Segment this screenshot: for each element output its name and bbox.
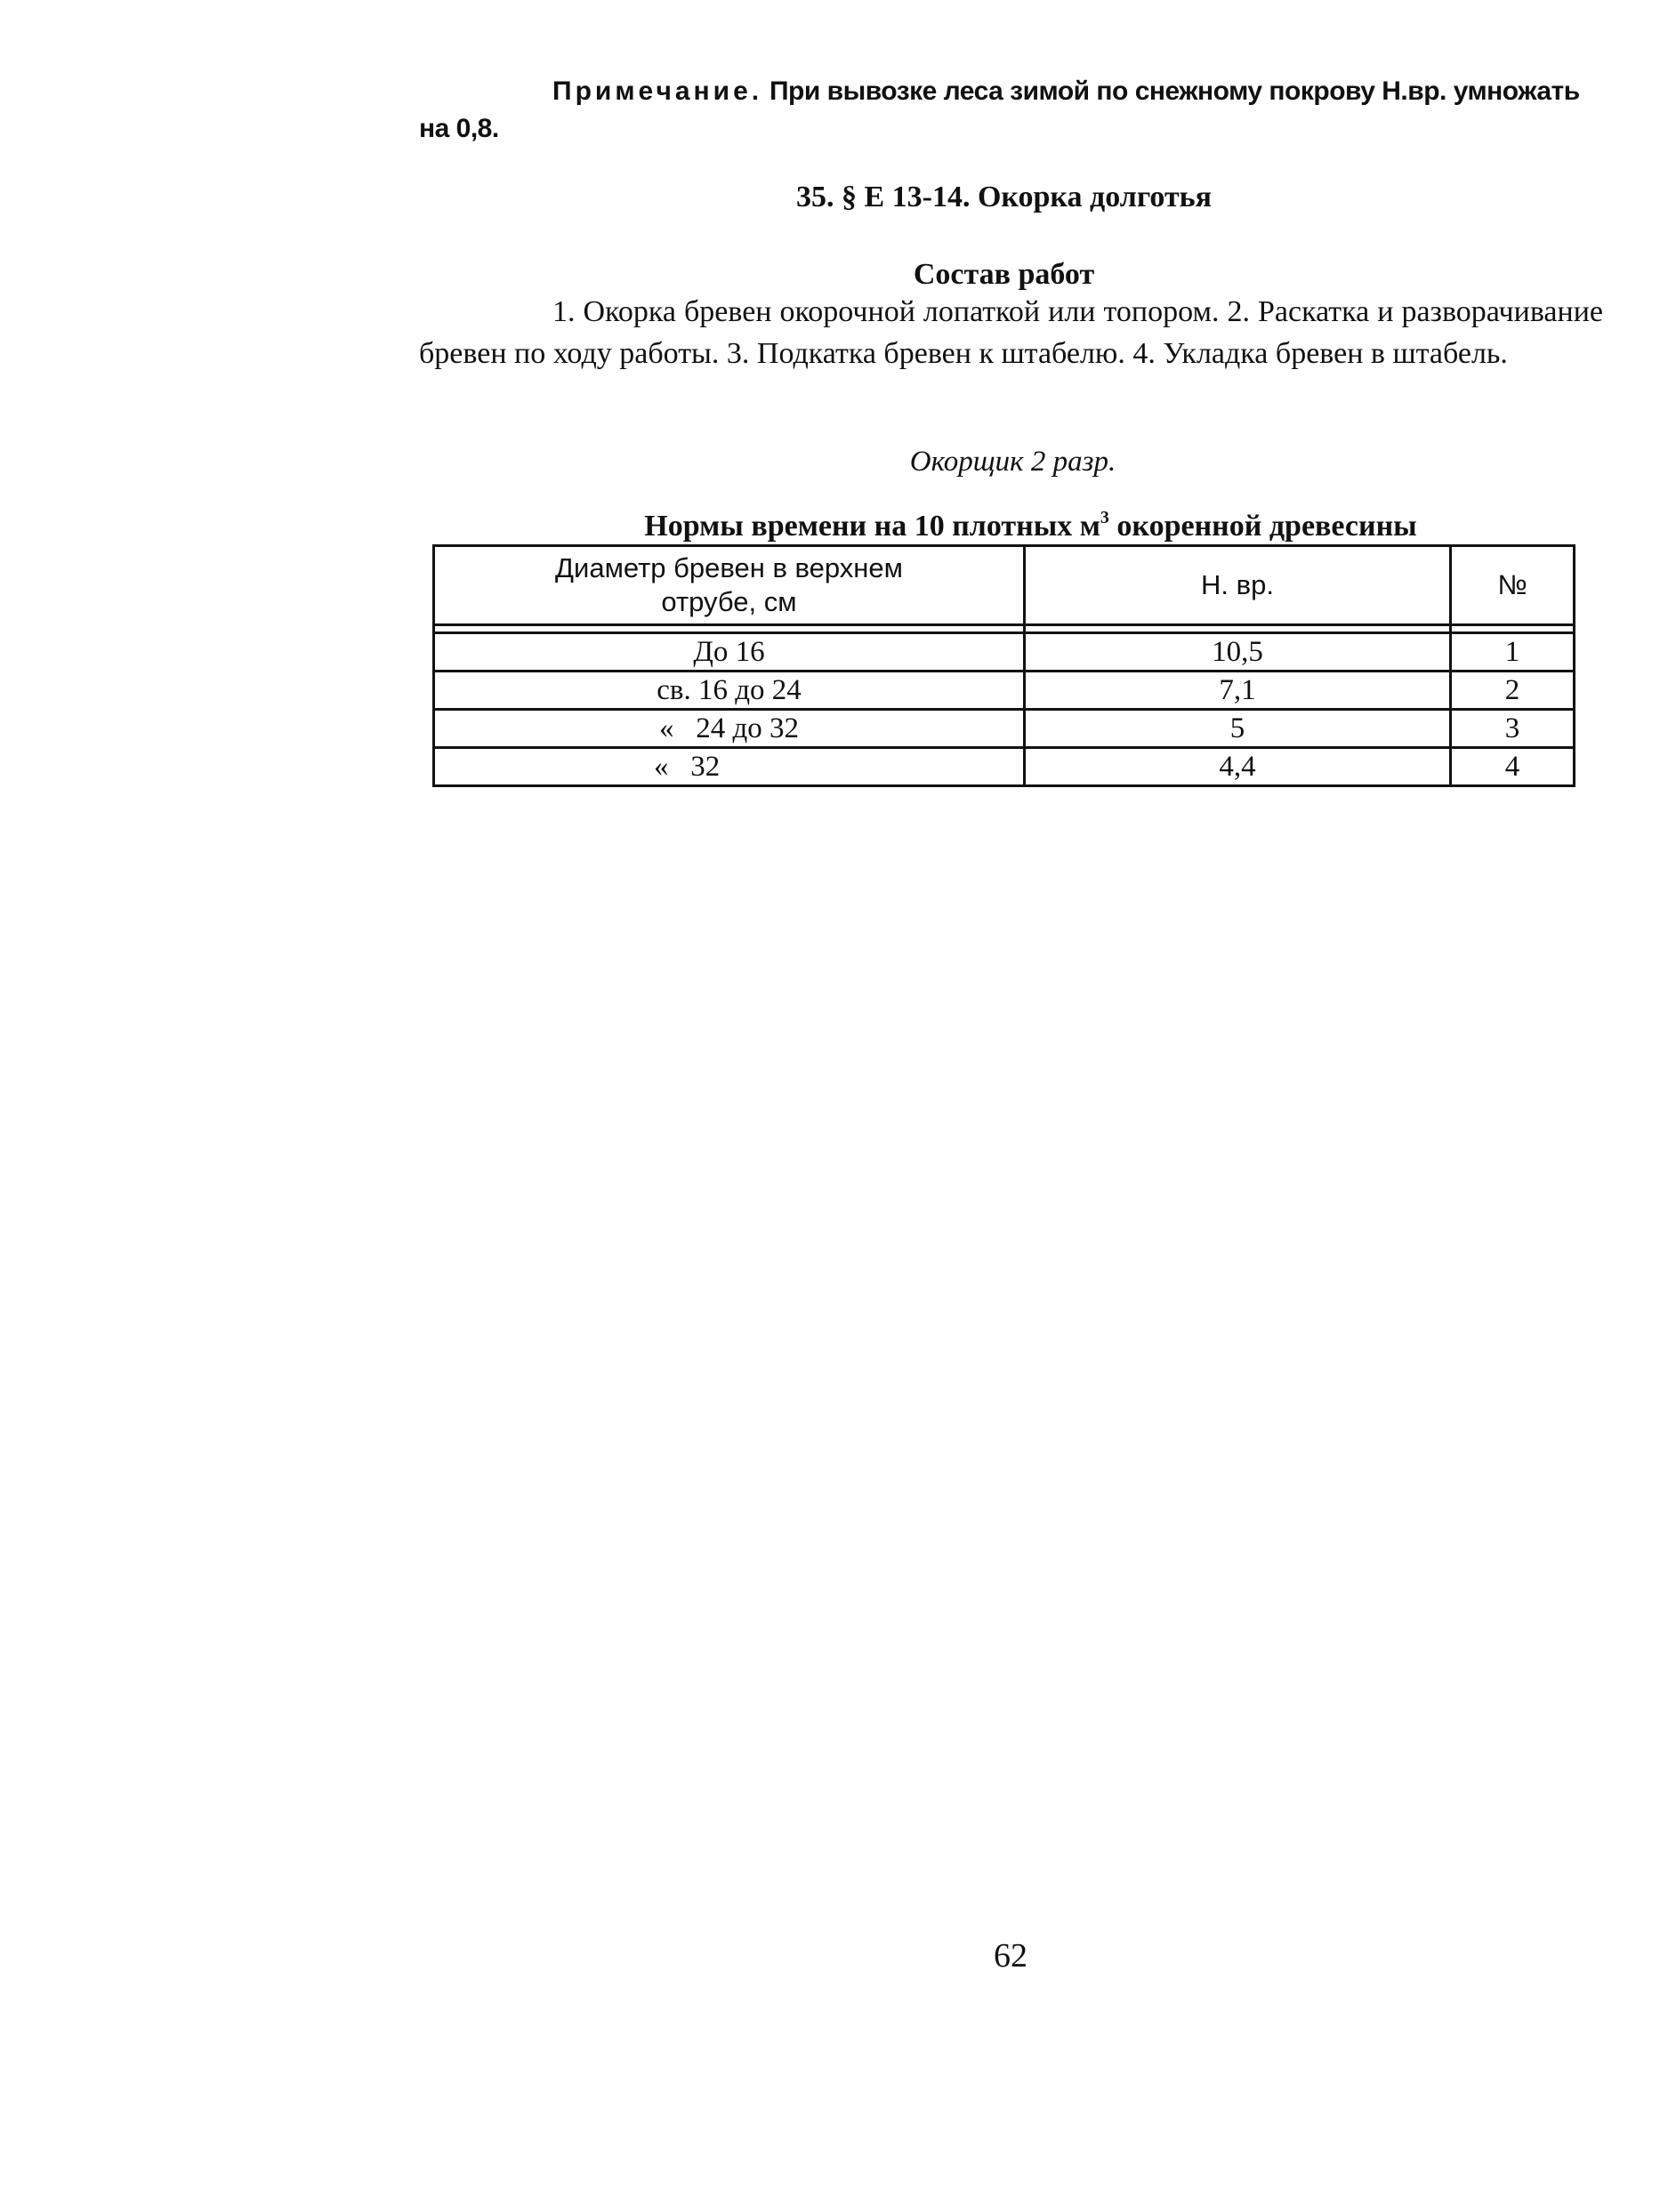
note-lead: Примечание. — [552, 76, 763, 106]
separator-cell — [434, 625, 1025, 633]
cell-diameter: св. 16 до 24 — [434, 672, 1025, 710]
table-separator — [434, 625, 1575, 633]
cell-norm: 5 — [1025, 710, 1451, 748]
table-row — [434, 710, 1575, 748]
cell-number: 4 — [1451, 748, 1575, 786]
cell-number: 2 — [1451, 672, 1575, 710]
table-row — [434, 633, 1575, 672]
note-text: При вывозке леса зимой по снежному покрову Н.вр. умножать — [762, 76, 1580, 106]
separator-cell — [1451, 625, 1575, 633]
table-title-after: окоренной древесины — [1108, 510, 1417, 543]
section-heading: 35. § Е 13-14. Окорка долготья — [795, 181, 1213, 213]
cell-number: 3 — [1451, 710, 1575, 748]
cell-norm: 4,4 — [1025, 748, 1451, 786]
table-header-row — [434, 546, 1575, 625]
table-title-before: Нормы времени на 10 плотных м — [644, 510, 1100, 543]
header-norm: Н. вр. — [1025, 546, 1451, 625]
cell-number: 1 — [1451, 633, 1575, 672]
header-diameter — [434, 546, 1025, 625]
header-diameter-line1: Диаметр бревен в верхнем — [555, 552, 903, 583]
composition-text: 1. Окорка бревен окорочной лопаткой или топором. 2. Раскатка и разворачивание бревен по ходу работы. 3. Подкатка бревен к штабелю. 4. Укладка бревен в штабель. — [419, 295, 1603, 370]
cell-diameter: До 16 — [434, 633, 1025, 672]
cell-diameter: « 24 до 32 — [434, 710, 1025, 748]
norms-table — [432, 544, 1575, 787]
table-title — [419, 507, 1589, 546]
table-row — [434, 672, 1575, 710]
worker-category: Окорщик 2 разр. — [909, 446, 1116, 478]
separator-cell — [1025, 625, 1451, 633]
composition-heading: Состав работ — [913, 258, 1095, 291]
cell-norm: 10,5 — [1025, 633, 1451, 672]
cell-norm: 7,1 — [1025, 672, 1451, 710]
header-diameter-line2: отрубе, см — [661, 586, 797, 617]
cell-diameter: « 32 — [434, 748, 1025, 786]
table-row — [434, 748, 1575, 786]
page-number: 62 — [994, 1937, 1027, 1975]
header-number: № — [1451, 546, 1575, 625]
note-paragraph — [419, 73, 1589, 148]
note-continuation: на 0,8. — [419, 114, 499, 143]
table-title-superscript: 3 — [1100, 508, 1109, 527]
